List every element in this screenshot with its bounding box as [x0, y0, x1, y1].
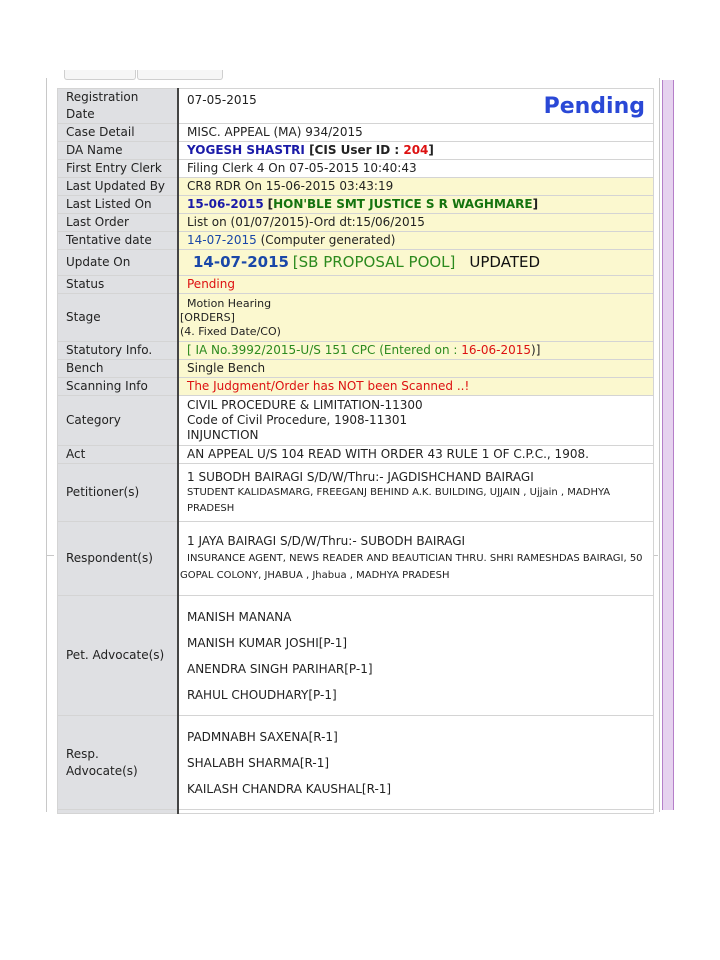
label: Last Updated By [58, 178, 179, 196]
label: Pet. Advocate(s) [58, 596, 179, 716]
label: First Entry Clerk [58, 160, 179, 178]
row-bench [58, 360, 654, 378]
statutory-date: 16-06-2015 [461, 343, 532, 357]
row-respondent [58, 522, 654, 596]
first-entry-value: Filing Clerk 4 On 07-05-2015 10:40:43 [178, 160, 654, 178]
value-empty [178, 810, 654, 814]
label-empty [58, 810, 179, 814]
status-badge: Pending [543, 94, 645, 119]
label: Petitioner(s) [58, 464, 179, 522]
label: Category [58, 396, 179, 446]
category-line-1: CIVIL PROCEDURE & LIMITATION-11300 [187, 398, 423, 412]
category-line-3: INJUNCTION [187, 428, 259, 442]
respondent-address: INSURANCE AGENT, NEWS READER AND BEAUTICIAN THRU. SHRI RAMESHDAS BAIRAGI, 50 GOPAL COLONY, JHABUA , Jhabua , MADHYA PRADESH [180, 553, 643, 581]
update-pool: [SB PROPOSAL POOL] [292, 252, 456, 271]
label: Tentative date [58, 232, 179, 250]
tentative-date-value: 14-07-2015 [187, 233, 257, 247]
update-date: 14-07-2015 [193, 252, 289, 271]
case-status-table [57, 88, 654, 814]
stage-line-1: Motion Hearing [187, 296, 272, 310]
row-first-entry-clerk [58, 160, 654, 178]
label: Scanning Info [58, 378, 179, 396]
row-statutory-info [58, 342, 654, 360]
stage-line-3: (4. Fixed Date/CO) [180, 324, 281, 338]
row-case-detail [58, 124, 654, 142]
row-petitioner [58, 464, 654, 522]
label: Update On [58, 250, 179, 276]
label: Act [58, 446, 179, 464]
row-scanning-info [58, 378, 654, 396]
statutory-prefix: [ IA No.3992/2015-U/S 151 CPC (Entered on : [187, 343, 462, 357]
cis-user-id: 204 [403, 143, 429, 157]
row-last-order [58, 214, 654, 232]
label: Last Order [58, 214, 179, 232]
row-last-updated-by [58, 178, 654, 196]
row-status [58, 276, 654, 294]
resp-advocate-item: PADMNABH SAXENA[R-1] [187, 729, 338, 744]
resp-advocate-item: SHALABH SHARMA[R-1] [187, 755, 330, 770]
judge-name: HON'BLE SMT JUSTICE S R WAGHMARE [273, 197, 533, 211]
label: Last Listed On [58, 196, 179, 214]
cis-suffix: ] [428, 143, 434, 157]
case-detail-value: MISC. APPEAL (MA) 934/2015 [178, 124, 654, 142]
pet-advocate-item: ANENDRA SINGH PARIHAR[P-1] [187, 661, 373, 676]
label: Registration Date [58, 89, 179, 124]
act-value: AN APPEAL U/S 104 READ WITH ORDER 43 RULE 1 OF C.P.C., 1908. [178, 446, 654, 464]
label: Status [58, 276, 179, 294]
row-pet-advocates [58, 596, 654, 716]
resp-advocate-item: KAILASH CHANDRA KAUSHAL[R-1] [187, 781, 392, 796]
category-line-2: Code of Civil Procedure, 1908-11301 [187, 413, 408, 427]
pet-advocate-item: MANISH KUMAR JOSHI[P-1] [187, 635, 348, 650]
vertical-scrollbar[interactable] [662, 80, 674, 810]
status-value: Pending [178, 276, 654, 294]
bench-value: Single Bench [178, 360, 654, 378]
petitioner-name: 1 SUBODH BAIRAGI S/D/W/Thru:- JAGDISHCHAND BAIRAGI [187, 469, 534, 484]
last-updated-value: CR8 RDR On 15-06-2015 03:43:19 [178, 178, 654, 196]
label: Statutory Info. [58, 342, 179, 360]
frame-notch-left [46, 545, 54, 556]
row-spacer [58, 810, 654, 814]
row-registration-date [58, 89, 654, 124]
respondent-name: 1 JAYA BAIRAGI S/D/W/Thru:- SUBODH BAIRAGI [187, 534, 466, 548]
label: Bench [58, 360, 179, 378]
row-tentative-date [58, 232, 654, 250]
last-order-value: List on (01/07/2015)-Ord dt:15/06/2015 [178, 214, 654, 232]
petitioner-address: STUDENT KALIDASMARG, FREEGANJ BEHIND A.K. BUILDING, UJJAIN , Ujjain , MADHYA PRADESH [187, 486, 611, 514]
row-category [58, 396, 654, 446]
stage-line-2: [ORDERS] [180, 310, 235, 324]
registration-date-value: 07-05-2015 [187, 93, 257, 107]
last-listed-date: 15-06-2015 [187, 197, 264, 211]
row-update-on [58, 250, 654, 276]
label: Resp. Advocate(s) [58, 716, 179, 810]
pet-advocate-item: RAHUL CHOUDHARY[P-1] [187, 687, 337, 702]
da-name-value: YOGESH SHASTRI [187, 143, 305, 157]
label: Case Detail [58, 124, 179, 142]
label: DA Name [58, 142, 179, 160]
update-word: UPDATED [469, 252, 541, 271]
cis-prefix: [CIS User ID : [304, 143, 404, 157]
row-act [58, 446, 654, 464]
label: Stage [58, 294, 179, 342]
statutory-suffix: )] [531, 343, 541, 357]
tentative-note: (Computer generated) [256, 233, 396, 247]
label: Respondent(s) [58, 522, 179, 596]
scanning-info-value: The Judgment/Order has NOT been Scanned ..! [178, 378, 654, 396]
pet-advocate-item: MANISH MANANA [187, 609, 292, 624]
row-stage [58, 294, 654, 342]
row-last-listed-on: Last Listed On 15-06-2015 [HON'BLE SMT JUSTICE S R WAGHMARE] [58, 196, 654, 214]
row-da-name [58, 142, 654, 160]
row-resp-advocates [58, 716, 654, 810]
